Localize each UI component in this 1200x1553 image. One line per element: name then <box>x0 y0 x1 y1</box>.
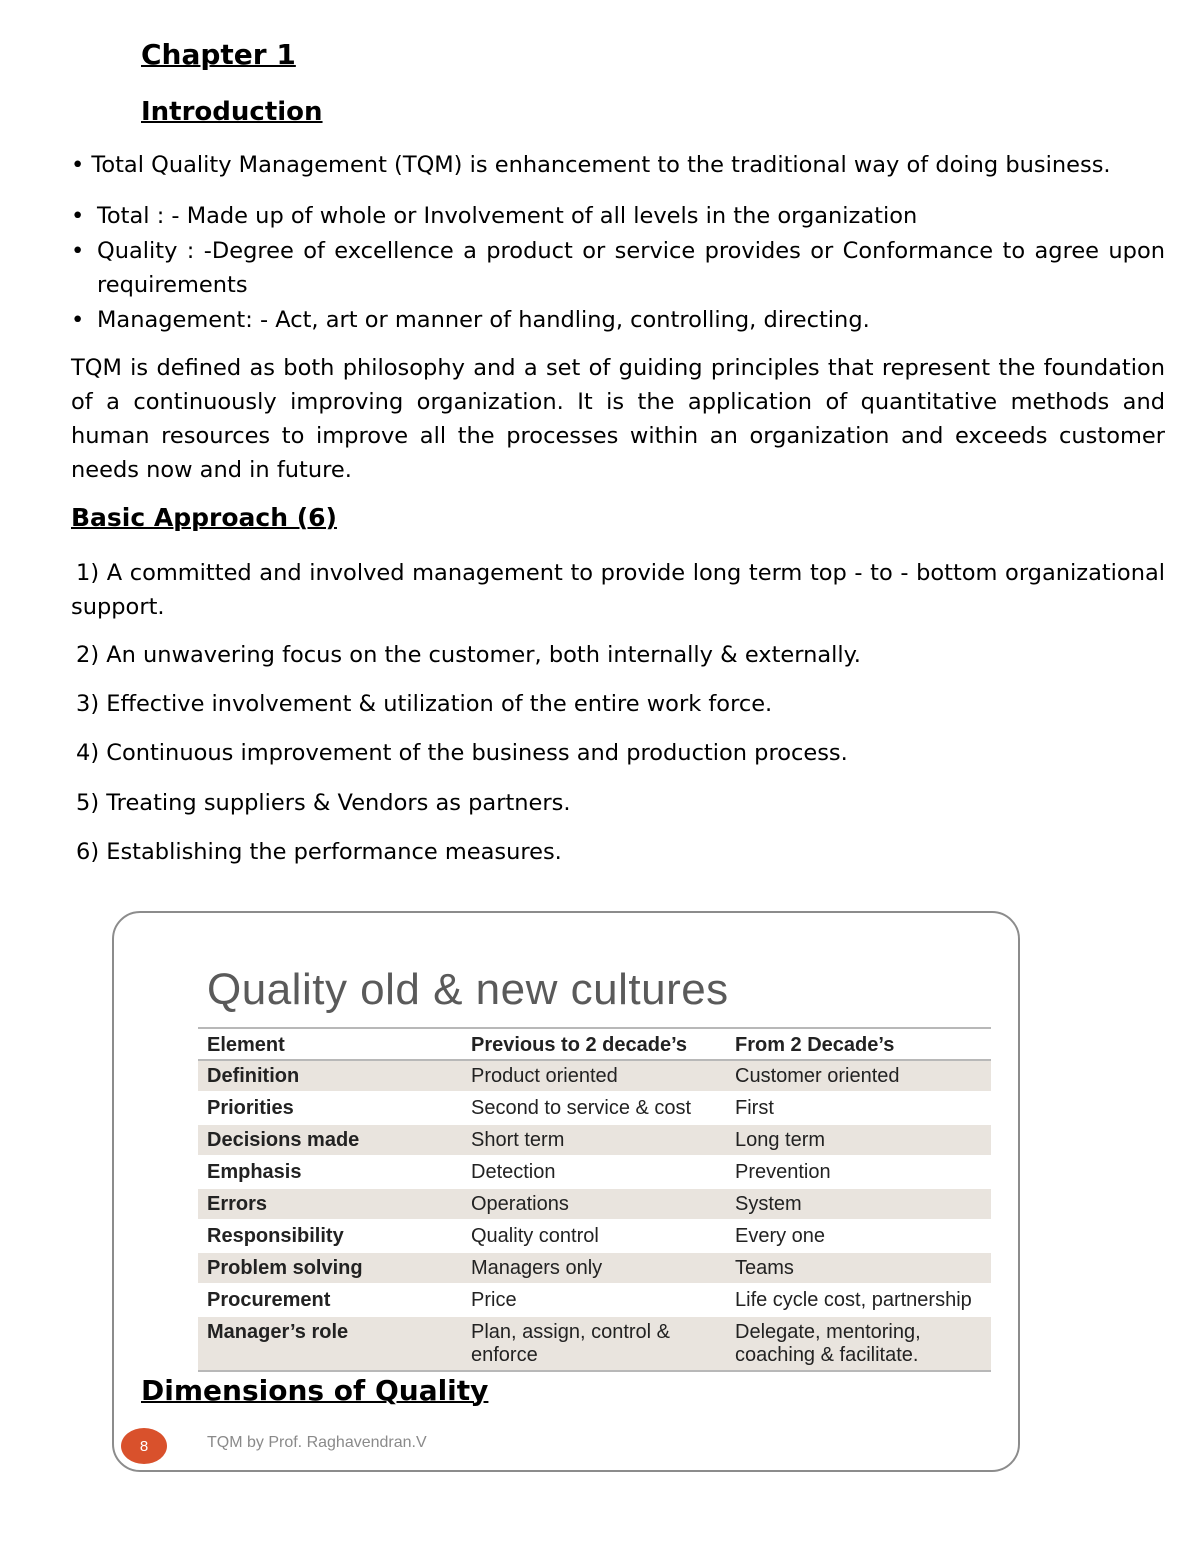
approach-item: 2) An unwavering focus on the customer, both internally & externally. <box>76 642 861 668</box>
quality-cultures-table <box>198 1027 991 1372</box>
cell-previous: Detection <box>471 1161 556 1183</box>
cell-element: Priorities <box>207 1097 294 1119</box>
cell-from: System <box>735 1193 802 1215</box>
column-header-element: Element <box>198 1028 462 1060</box>
table-row <box>198 1220 991 1252</box>
cell-element: Problem solving <box>207 1257 363 1279</box>
slide-title: Quality old & new cultures <box>207 965 729 1014</box>
cell-previous: Quality control <box>471 1225 599 1247</box>
approach-item: 5) Treating suppliers & Vendors as partners. <box>76 790 571 816</box>
cell-element: Definition <box>207 1065 300 1087</box>
cell-element: Decisions made <box>207 1129 360 1151</box>
slide-footer-credit: TQM by Prof. Raghavendran.V <box>207 1434 433 1452</box>
table-row <box>198 1252 991 1284</box>
table-row <box>198 1284 991 1316</box>
cell-previous: Price <box>471 1289 517 1311</box>
cell-from: Long term <box>735 1129 826 1151</box>
column-header-previous: Previous to 2 decade’s <box>462 1028 726 1060</box>
cell-element: Emphasis <box>207 1161 302 1183</box>
cell-from: Delegate, mentoring, coaching & facilitate. <box>735 1321 921 1366</box>
cell-previous: Short term <box>471 1129 565 1151</box>
table-row <box>198 1060 991 1092</box>
definition-text: Quality : -Degree of excellence a product or service provides or Conformance to agree upon requirements <box>97 238 1165 298</box>
table-row <box>198 1156 991 1188</box>
approach-item: 6) Establishing the performance measures. <box>76 839 562 865</box>
definition-item <box>71 199 1165 233</box>
slide-page-number-badge: 8 <box>121 1428 167 1464</box>
cell-element: Procurement <box>207 1289 331 1311</box>
cell-previous: Product oriented <box>471 1065 618 1087</box>
definition-paragraph: TQM is defined as both philosophy and a set of guiding principles that represent the foundation of a continuously improving organization. It is the application of quantitative methods and human resources to improve all the processes within an organization and exceeds customer needs now and in future. <box>71 355 1165 483</box>
cell-from: Teams <box>735 1257 794 1279</box>
cell-element: Errors <box>207 1193 268 1215</box>
cell-from: Prevention <box>735 1161 831 1183</box>
bullet-dot-icon: • <box>71 307 85 333</box>
definition-text: Total : - Made up of whole or Involvement of all levels in the organization <box>97 203 918 229</box>
approach-item: 4) Continuous improvement of the business and production process. <box>76 740 848 766</box>
table-row <box>198 1092 991 1124</box>
cell-element: Manager’s role <box>207 1321 349 1343</box>
cell-from: First <box>735 1097 774 1119</box>
table-header-row <box>198 1028 991 1060</box>
chapter-title: Chapter 1 <box>141 38 296 71</box>
cell-from: Life cycle cost, partnership <box>735 1289 972 1311</box>
cell-previous: Operations <box>471 1193 569 1215</box>
table-row <box>198 1124 991 1156</box>
cell-previous: Second to service & cost <box>471 1097 692 1119</box>
bullet-dot-icon: • <box>71 238 85 264</box>
section-title-introduction: Introduction <box>141 97 323 127</box>
definition-list <box>71 199 1165 337</box>
definition-item <box>71 303 1165 337</box>
dimensions-of-quality-title: Dimensions of Quality <box>141 1374 489 1407</box>
basic-approach-title: Basic Approach (6) <box>71 503 337 532</box>
approach-item: 3) Effective involvement & utilization of the entire work force. <box>76 691 773 717</box>
table-row <box>198 1188 991 1220</box>
cell-element: Responsibility <box>207 1225 344 1247</box>
cell-from: Customer oriented <box>735 1065 900 1087</box>
bullet-dot-icon: • <box>71 203 85 229</box>
definition-item <box>71 234 1165 302</box>
intro-bullet: • Total Quality Management (TQM) is enhancement to the traditional way of doing business. <box>71 152 1111 178</box>
approach-item: 1) A committed and involved management to provide long term top - to - bottom organizational support. <box>71 560 1165 620</box>
table-row <box>198 1316 991 1371</box>
column-header-from: From 2 Decade’s <box>726 1028 991 1060</box>
definition-text: Management: - Act, art or manner of handling, controlling, directing. <box>97 307 870 333</box>
cell-previous: Managers only <box>471 1257 603 1279</box>
cell-previous: Plan, assign, control & enforce <box>471 1321 670 1366</box>
cell-from: Every one <box>735 1225 826 1247</box>
